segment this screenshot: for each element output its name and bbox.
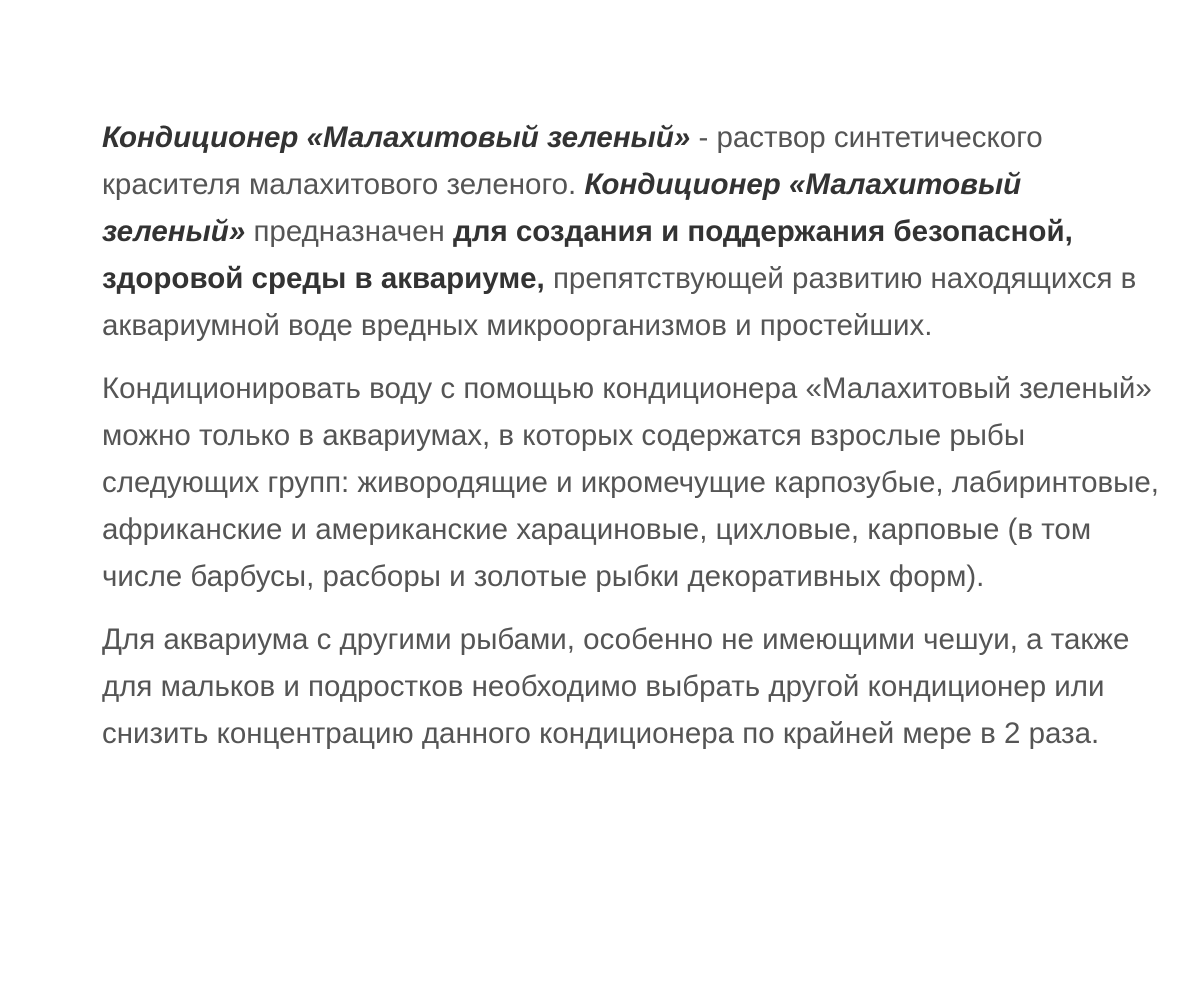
product-name-emphasis: Кондиционер «Малахитовый зеленый»: [102, 168, 1022, 248]
paragraph-text: предназначен: [245, 215, 454, 248]
purpose-emphasis: для создания и поддержания безопасной, здоровой среды в аквариуме,: [102, 215, 1073, 295]
paragraph-text: препятствующей развитию находящихся в аквариумной воде вредных микроорганизмов и простейших.: [102, 262, 1137, 342]
paragraph-usage: [102, 365, 1162, 600]
paragraph-text: Для аквариума с другими рыбами, особенно не имеющими чешуи, а также для мальков и подростков необходимо выбрать другой кондиционер или снизить концентрацию данного кондиционера по крайней мере в 2 раза.: [102, 623, 1130, 750]
paragraph-text: Кондиционировать воду с помощью кондиционера «Малахитовый зеленый» можно только в аквариумах, в которых содержатся взрослые рыбы следующих групп: живородящие и икромечущие карпозубые, лабиринтовые, африканские и американские харациновые, цихловые, карповые (в том числе барбусы, расборы и золотые рыбки декоративных форм).: [102, 372, 1159, 593]
article-body: [102, 114, 1162, 773]
paragraph-intro: [102, 114, 1162, 349]
product-name-emphasis: Кондиционер «Малахитовый зеленый»: [102, 121, 691, 154]
paragraph-text: - раствор синтетического красителя малахитового зеленого.: [102, 121, 1043, 201]
paragraph-warning: [102, 616, 1162, 757]
